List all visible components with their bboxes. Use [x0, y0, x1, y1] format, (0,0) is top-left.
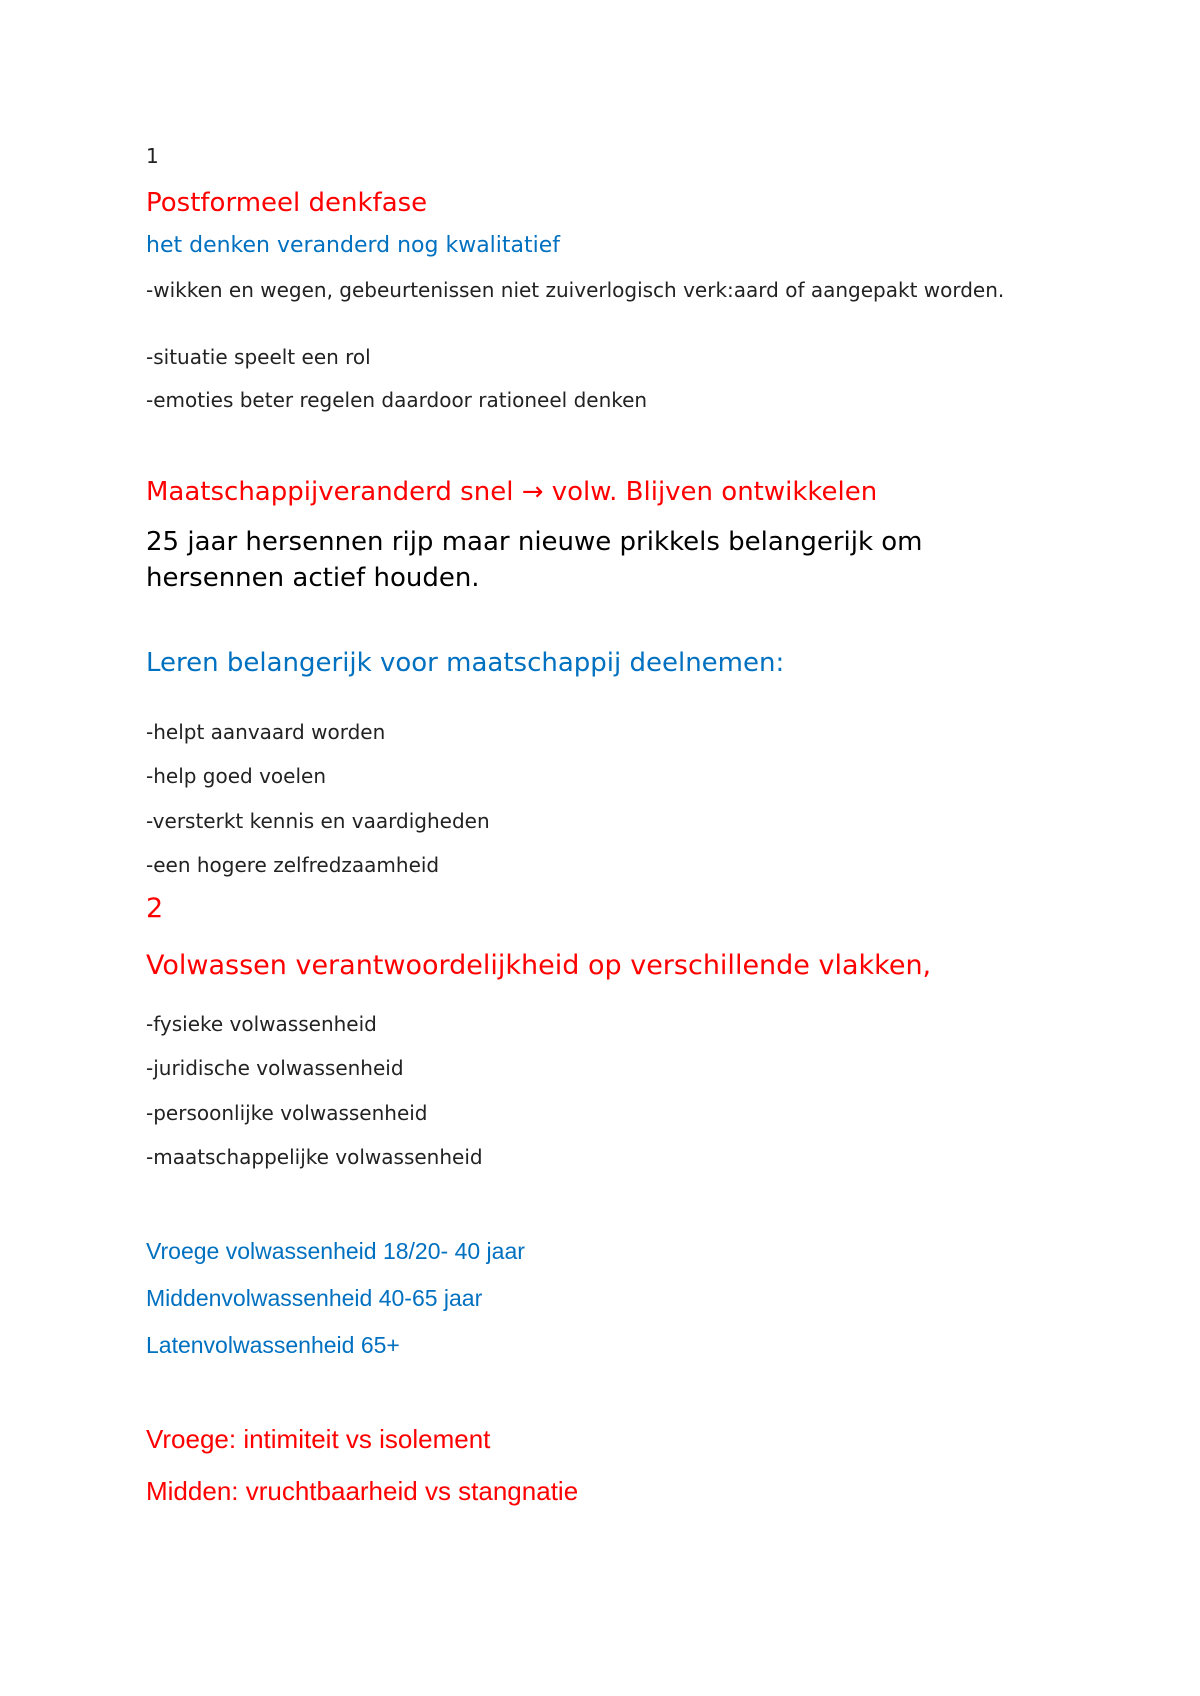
section-title-volwassen: Volwassen verantwoordelijkheid op verschillende vlakken, [146, 950, 932, 981]
list-item: -versterkt kennis en vaardigheden [146, 809, 490, 833]
list-item: -emoties beter regelen daardoor rationeel denken [146, 388, 648, 412]
section-subtitle: het denken veranderd nog kwalitatief [146, 233, 561, 258]
list-item: -help goed voelen [146, 764, 327, 788]
brain-text: 25 jaar hersennen rijp maar nieuwe prikkels belangerijk om hersennen actief houden. [146, 527, 923, 593]
list-item: -maatschappelijke volwassenheid [146, 1145, 483, 1169]
section-title-postformeel: Postformeel denkfase [146, 188, 428, 218]
list-item: -fysieke volwassenheid [146, 1012, 377, 1036]
stage-item: Midden: vruchtbaarheid vs stangnatie [146, 1476, 579, 1506]
list-item: -een hogere zelfredzaamheid [146, 853, 440, 877]
phase-item: Middenvolwassenheid 40-65 jaar [146, 1285, 483, 1311]
section-number-2: 2 [146, 893, 164, 924]
phase-item: Latenvolwassenheid 65+ [146, 1332, 400, 1358]
list-item: -wikken en wegen, gebeurtenissen niet zuiverlogisch verk:aard of aangepakt worden. [146, 278, 1005, 302]
list-item: -helpt aanvaard worden [146, 720, 386, 744]
society-heading: Maatschappijveranderd snel → volw. Blijven ontwikkelen [146, 477, 878, 507]
list-item: -juridische volwassenheid [146, 1056, 404, 1080]
list-item: -situatie speelt een rol [146, 345, 371, 369]
phase-item: Vroege volwassenheid 18/20- 40 jaar [146, 1238, 525, 1264]
list-item: -persoonlijke volwassenheid [146, 1101, 428, 1125]
learning-heading: Leren belangerijk voor maatschappij deelnemen: [146, 648, 785, 678]
stage-item: Vroege: intimiteit vs isolement [146, 1424, 491, 1454]
section-number-1: 1 [146, 144, 159, 168]
